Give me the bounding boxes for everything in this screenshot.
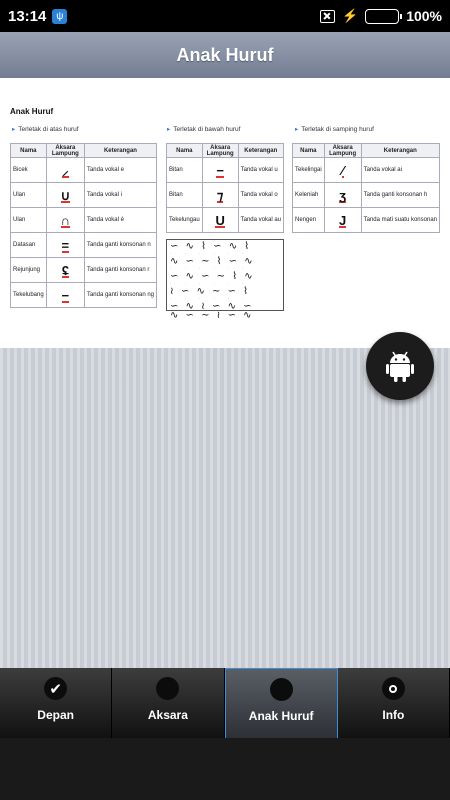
anak-huruf-image [0,78,450,348]
table-row: Bitan ⁊ Tanda vokal o [167,183,284,208]
table-header-row: Nama Aksara Lampung Keterangan [11,144,157,158]
charging-icon: ⚡ [342,8,359,23]
table-row: Keleniah ʒ Tanda ganti konsonan h [293,183,440,208]
circle-icon [156,677,179,700]
tab-depan[interactable] [0,668,112,738]
table-samping [292,143,440,233]
table-atas [10,143,157,308]
tab-anak-huruf[interactable] [225,668,338,738]
table-row: Rejunjung ʢ Tanda ganti konsonan r [11,258,157,283]
table-row: Datasan = Tanda ganti konsonan n [11,233,157,258]
table-row: Ulan ∪ Tanda vokal i [11,183,157,208]
tab-label: Aksara [147,708,188,722]
check-icon: ✔ [44,677,67,700]
aksara-examples: ∽ ∿ ⌇ ∽ ∿ ⌇ · · · · · · ∿ ∽ ∼ ⌇ ∽ ∿ · · · · · · ∽ ∿ ∽ ∼ ⌇ ∿ · · · · · · ≀ ∽ ∿ ∼ ∽ ⌇ · · · · · · ∽ ∿ ≀ ∽ ∿ ∽ ∿ ∽ ∼ ≀ ∽ ∿ [166,239,284,311]
tab-aksara[interactable] [112,668,224,738]
bottom-tab-bar [0,668,450,738]
info-icon [382,677,405,700]
circle-icon [270,678,293,701]
android-fab-button[interactable] [366,332,434,400]
tab-label: Info [382,708,405,722]
battery-icon [365,9,399,24]
no-sim-icon [320,10,335,23]
status-time: 13:14 [8,7,47,25]
table-row: Nengen J Tanda mati suatu konsonan [293,208,440,233]
tab-label: Depan [37,708,74,722]
table-row: Bitan − Tanda vokal u [167,158,284,183]
section-label-samping: ▸ Terletak di samping huruf [295,126,374,133]
table-row: Bicek ⸝ Tanda vokal e [11,158,157,183]
tab-label: Anak Huruf [248,709,314,723]
page-title: Anak Huruf [176,44,274,65]
table-row: Ulan ∩ Tanda vokal é [11,208,157,233]
system-navigation-bar [0,738,450,800]
section-label-bawah: ▸ Terletak di bawah huruf [167,126,241,133]
table-row: Tekelungau U Tanda vokal au [167,208,284,233]
table-bawah [166,143,284,233]
app-notification-icon: ψ [52,9,67,24]
tab-info[interactable] [338,668,450,738]
table-row: Tekelingai ⁄ Tanda vokal ai [293,158,440,183]
status-bar [0,0,450,32]
android-icon [386,350,414,382]
image-title: Anak Huruf [10,107,54,116]
section-label-atas: ▸ Terletak di atas huruf [12,126,79,133]
table-header-row: Nama Aksara Lampung Keterangan [293,144,440,158]
app-header [0,32,450,78]
content-area[interactable] [0,78,450,668]
status-icons [320,8,442,24]
table-header-row: Nama Aksara Lampung Keterangan [167,144,284,158]
table-row: Tekelubang − Tanda ganti konsonan ng [11,283,157,308]
battery-level: 100% [406,8,442,24]
